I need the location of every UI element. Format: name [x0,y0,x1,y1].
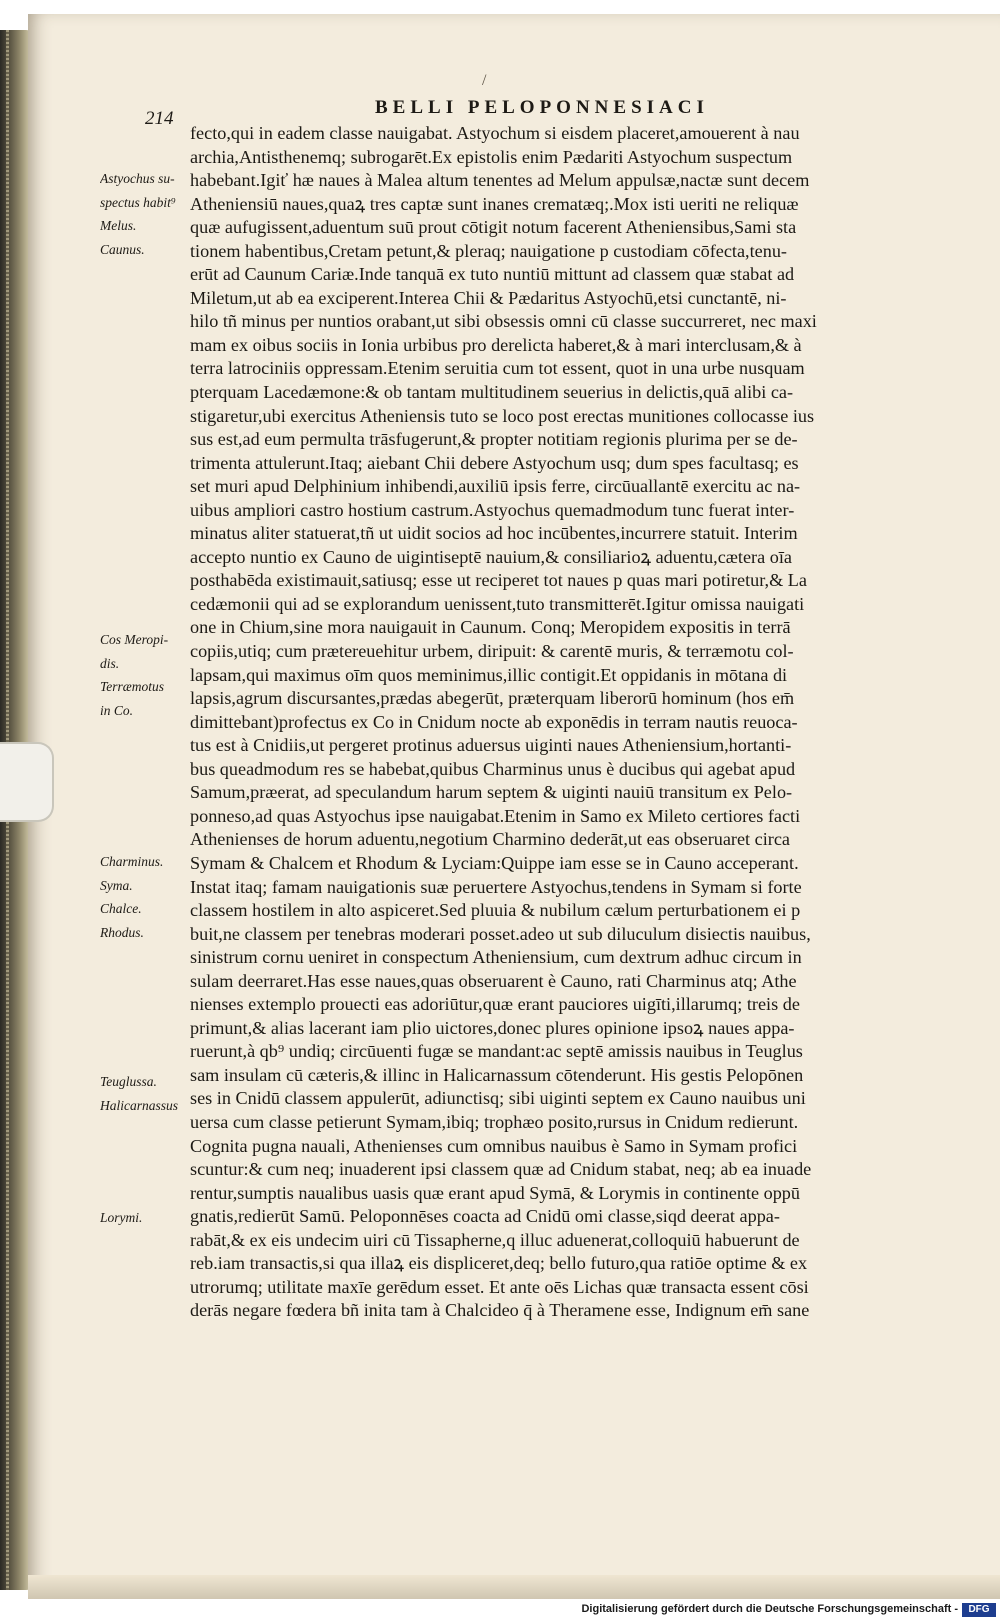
text-line: stigaretur,ubi exercitus Atheniensis tuto se loco post erectas munitiones collocasse ius [190,405,815,426]
body-text [190,122,920,1323]
text-line: posthabēda existimauit,satiusq; esse ut reciperet tot naues p quas mari potiretur,& La [190,570,807,591]
marginal-note-lorymi [100,1206,192,1230]
marginal-note-charminus [100,850,192,944]
text-line: terra latrociniis oppressam.Etenim seruitia cum tot essent, quot in una urbe nusquam [190,358,805,379]
text-line: Samum,præerat, ad speculandum harum septem & uiginti nauiū transitum ex Pelo- [190,782,793,803]
marginal-note-cos [100,628,192,722]
text-line: dimittebant)profectus ex Co in Cnidum nocte ab exponēdis in terram nautis reuoca- [190,711,798,732]
dfg-logo: DFG [962,1603,996,1617]
text-line: ponneso,ad quas Astyochus ipse nauigabat.Etenim in Samo ex Mileto certiores facti [190,805,801,826]
marginal-note-line: Astyochus su- [100,171,175,186]
text-line: pterquam Lacedæmone:& ob tantam multitudinem seuerius in delictis,quā alibi ca- [190,382,794,403]
marginal-note-line: Halicarnassus [100,1097,179,1113]
text-line: sinistrum cornu ueniret in conspectum Atheniensium, cum dextrum adhuc circum in [190,947,802,968]
text-line: sam insulam cū cæteris,& illinc in Halicarnassum cōtenderunt. His gestis Pelopōnen [190,1064,804,1085]
page-clip [0,742,54,822]
text-line: habebant.Igiť hæ naues à Malea altum tenentes ad Melum appulsæ,nactæ sunt decem [190,170,810,191]
marginal-note-line: Terræmotus [100,679,165,694]
text-line: scuntur:& cum neq; inuaderent ipsi classem quæ ad Cnidum stabat, neq; ab ea inuade [190,1159,812,1180]
text-line: nienses extemplo prouecti eas adoriūtur,quæ erant pauciores uigīti,illarumq; treis de [190,994,800,1015]
text-line: uersa cum classe petierunt Symam,ibiq; trophæo posito,rursus in Cnidum redierunt. [190,1111,799,1132]
text-line: archia,Antisthenemq; subrogarēt.Ex epistolis enim Pædariti Astyochum suspectum [190,146,793,167]
text-line: reb.iam transactis,si qua illaꝝ eis displiceret,deq; bello futuro,qua ratiōe optime & ex [190,1253,808,1274]
marginal-note-line: Charminus. [100,854,164,869]
page-number: 214 [145,108,174,129]
marginal-note-line: Teuglussa. [100,1074,157,1089]
text-line: Cognita pugna nauali, Athenienses cum omnibus nauibus è Samo in Symam profici [190,1135,798,1156]
text-line: derās negare fœdera bñ inita tam à Chalcideo q̄ à Theramene esse, Indignum em̄ sane [190,1300,810,1321]
marginal-note-line: Lorymi. [100,1210,143,1225]
text-line: trimenta attulerunt.Itaq; aiebant Chii debere Astyochum usq; dum spes facultasq; es [190,452,799,473]
text-line: ruerunt,à qb⁹ undiq; circūuenti fugæ se mandant:ac septē amissis nauibus in Teuglus [190,1041,803,1062]
page-bottom-edge [28,1575,1000,1599]
text-line: set muri apud Delphinium inhibendi,auxiliū ipsis ferre, circūuallantē exercitu ac na- [190,476,801,497]
text-line: erūt ad Caunum Cariæ.Inde tanquā ex tuto nuntiū mittunt ad classem quæ stabat ad [190,264,795,285]
marginal-note-line: Cos Meropi- [100,632,169,647]
running-head: BELLI PELOPONNESIACI [375,97,709,118]
text-line: ses in Cnidū classem appulerūt, adiunctisq; sibi uiginti septem ex Cauno nauibus uni [190,1088,806,1109]
marginal-note-teuglussa [100,1070,192,1117]
marginal-note-line: Melus. [100,218,137,233]
text-line: Athenienses de horum aduentu,negotium Charmino dederāt,ut eas obseruaret circa [190,829,790,850]
text-line: quæ aufugissent,aduentum suū prout cōtigit notum facerent Atheniensibus,Sami sta [190,217,797,238]
text-line: one in Chium,sine mora nauigauit in Caunum. Conq; Meropidem expositis in terrā [190,617,791,638]
text-line: rabāt,& ex eis undecim uiri cū Tissapherne,q illuc aduenerat,colloquiū habuerunt de [190,1229,800,1250]
text-line: rentur,sumptis naualibus uasis quæ erant apud Symā, & Lorymis in continente oppū [190,1182,800,1203]
text-line: Miletum,ut ab ea exciperent.Interea Chii & Pædaritus Astyochū,etsi cunctantē, ni- [190,287,787,308]
text-line: tionem habentibus,Cretam petunt,& pleraq; nauigatione p custodiam cōfecta,tenu- [190,240,787,261]
text-line: sulam deerraret.Has esse naues,quas obseruarent è Cauno, rati Charminus atq; Athe [190,970,797,991]
text-line: Atheniensiū naues,quaꝝ tres captæ sunt inanes crematæq;.Mox isti ueriti ne reliquæ [190,193,799,214]
marginal-note-line: Rhodus. [100,924,144,940]
text-line: copiis,utiq; cum prætereuehitur urbem, diripuit: & carentē muris, & terræmotu col- [190,641,794,662]
text-line: gnatis,redierūt Samū. Peloponnēses coacta ad Cnidū omi classe,siqd deerat appa- [190,1206,780,1227]
text-line: tus est à Cnidiis,ut pergeret protinus aduersus uiginti naues Atheniensium,hortanti- [190,735,792,756]
text-line: bus queadmodum res se habebat,quibus Charminus unus è ducibus qui agebat apud [190,758,796,779]
text-line: accepto nuntio ex Cauno de uigintiseptē nauium,& consiliarioꝝ aduentu,cætera oīa [190,546,792,567]
text-line: Symam & Chalcem et Rhodum & Lyciam:Quippe iam esse se in Cauno acceperant. [190,852,799,873]
footer-credit: Digitalisierung gefördert durch die Deutsche Forschungsgemeinschaft - [581,1603,958,1615]
text-line: classem hostilem in alto aspiceret.Sed pluuia & nubilum cælum perturbationem ei p [190,900,801,921]
marginal-note-line: Chalce. [100,901,142,916]
text-line: lapsis,agrum discursantes,prædas abegerūt, præterquam liberorū hominum (hos em̄ [190,688,795,709]
ink-mark: / [482,72,487,89]
text-line: mam ex oibus sociis in Ionia urbibus pro derelicta haberet,& à mari interclusam,& à [190,334,802,355]
marginal-note-astyochus [100,167,192,261]
marginal-note-line: Syma. [100,877,133,893]
text-line: buit,ne classem per tenebras moderari posset.adeo ut sub diluculum disiectis nauibus, [190,923,811,944]
text-line: cedæmonii qui ad se explorandum uenissent,tuto transmitterēt.Igitur omissa nauigati [190,593,805,614]
text-line: sus est,ad eum permulta trāsfugerunt,& propter notitiam regionis plurima per se de- [190,429,798,450]
text-line: hilo tñ minus per nuntios orabant,ut sibi obsessis omni cū classe succurreret, nec maxi [190,311,817,332]
text-line: primunt,& alias lacerant iam plio uictores,donec plures opinione ipsoꝝ naues appa- [190,1017,795,1038]
text-line: utrorumq; utilitate maxīe gerēdum esset. Et ante oēs Lichas quæ transacta essent cōsi [190,1276,809,1297]
text-line: uibus ampliori castro hostium castrum.Astyochus quemadmodum tunc fuerat inter- [190,499,795,520]
text-line: minatus aliter statuerat,tñ ut uidit socios ad hoc incūbentes,incurrere statuit. Interim [190,523,798,544]
marginal-note-line: in Co. [100,702,134,718]
text-line: lapsam,qui maximus oīm quos meminimus,illic contigit.Et oppidanis in mōtana di [190,664,788,685]
text-line: Instat itaq; famam nauigationis suæ peruertere Astyochus,tendens in Symam si forte [190,876,802,897]
footer-bar [0,1600,1000,1621]
marginal-note-line: Caunus. [100,241,145,257]
marginal-note-line: dis. [100,655,120,671]
text-line: fecto,qui in eadem classe nauigabat. Astyochum si eisdem placeret,amouerent à nau [190,123,800,143]
marginal-note-line: spectus habit⁹ [100,194,176,210]
